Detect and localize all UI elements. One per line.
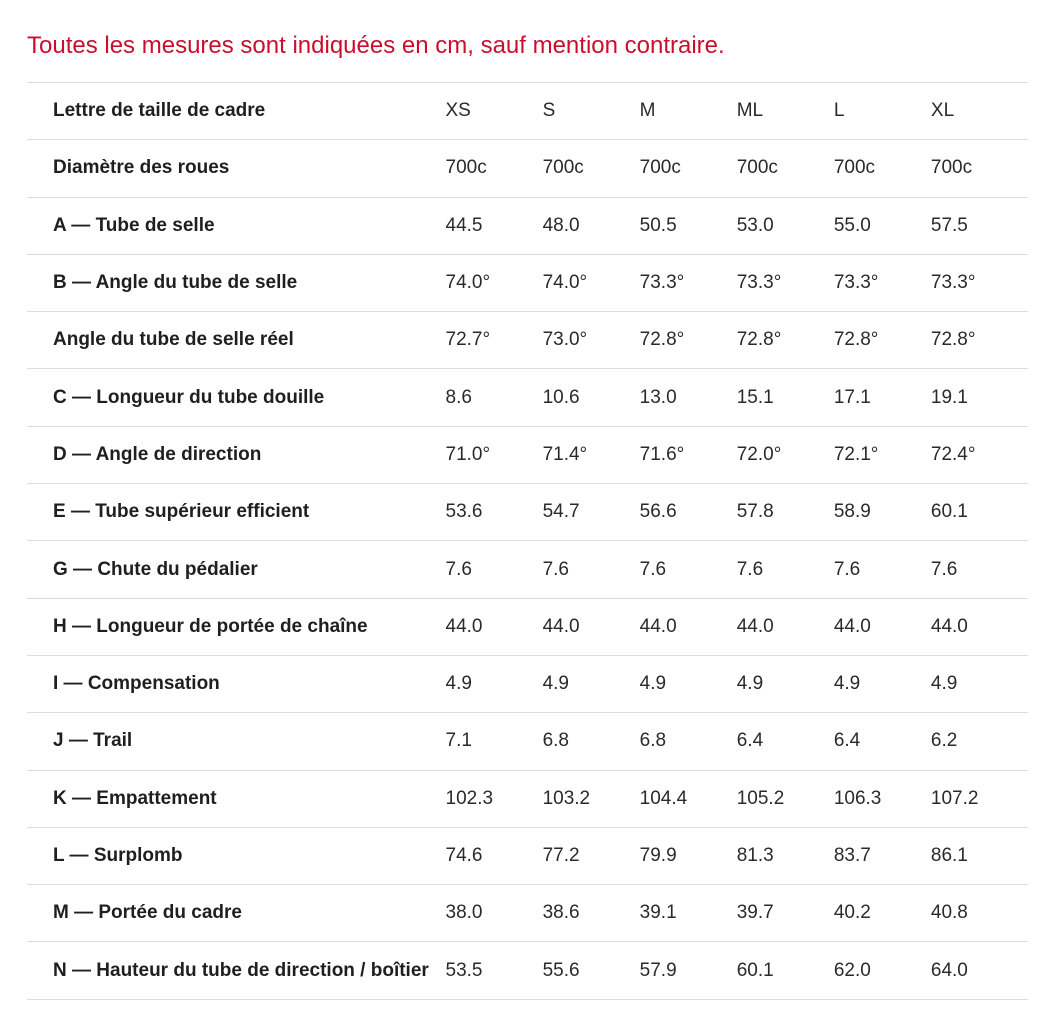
- table-cell: 72.4°: [930, 443, 976, 465]
- table-cell: 40.8: [930, 902, 968, 924]
- table-cell: 38.6: [542, 902, 580, 924]
- row-label: D — Angle de direction: [53, 443, 262, 465]
- table-cell: 44.0: [930, 615, 968, 637]
- table-row: [27, 426, 1028, 483]
- size-column-header: S: [542, 100, 556, 122]
- table-cell: 57.9: [639, 959, 677, 981]
- table-cell: 73.3°: [930, 272, 976, 294]
- table-row: [27, 197, 1028, 254]
- table-row: [27, 312, 1028, 369]
- table-cell: 6.8: [639, 730, 667, 752]
- table-cell: 4.9: [833, 673, 861, 695]
- table-cell: 54.7: [542, 501, 580, 523]
- units-note: Toutes les mesures sont indiquées en cm, sauf mention contraire.: [27, 32, 725, 59]
- table-cell: 74.6: [445, 845, 483, 866]
- table-cell: 6.4: [736, 730, 764, 752]
- table-cell: 10.6: [542, 386, 580, 408]
- table-cell: 57.5: [930, 214, 968, 236]
- table-cell: 44.0: [736, 615, 774, 637]
- table-cell: 77.2: [542, 845, 580, 866]
- table-cell: 79.9: [639, 845, 677, 866]
- table-cell: 7.6: [542, 558, 569, 580]
- row-label: H — Longueur de portée de chaîne: [53, 615, 368, 637]
- table-cell: 6.2: [930, 730, 958, 752]
- table-cell: 7.6: [833, 558, 861, 580]
- table-cell: 64.0: [930, 959, 968, 981]
- table-cell: 55.6: [542, 959, 580, 981]
- table-row: [27, 598, 1028, 655]
- table-cell: 4.9: [930, 673, 958, 695]
- table-row: [27, 770, 1028, 827]
- table-cell: 48.0: [542, 214, 580, 236]
- table-cell: 103.2: [542, 787, 591, 809]
- table-cell: 72.0°: [736, 443, 782, 465]
- table-cell: 62.0: [833, 959, 871, 981]
- table-cell: 700c: [833, 157, 876, 179]
- size-column-header: L: [833, 100, 845, 122]
- row-label: Angle du tube de selle réel: [53, 329, 294, 351]
- table-cell: 50.5: [639, 214, 677, 236]
- size-header-row: [27, 83, 1028, 140]
- table-cell: 72.8°: [930, 329, 976, 351]
- table-cell: 72.1°: [833, 443, 879, 465]
- table-cell: 73.3°: [639, 272, 685, 294]
- table-cell: 71.0°: [445, 443, 491, 465]
- table-cell: 105.2: [736, 787, 785, 809]
- table-cell: 38.0: [445, 902, 483, 924]
- row-label: M — Portée du cadre: [53, 902, 242, 924]
- row-label: C — Longueur du tube douille: [53, 386, 325, 408]
- table-cell: 700c: [736, 157, 778, 179]
- table-cell: 73.0°: [542, 329, 588, 351]
- table-cell: 106.3: [833, 787, 882, 809]
- table-cell: 700c: [930, 157, 973, 179]
- size-column-header: XS: [445, 100, 471, 122]
- table-cell: 107.2: [930, 787, 979, 809]
- table-cell: 7.1: [445, 730, 472, 752]
- table-cell: 86.1: [930, 845, 968, 866]
- table-cell: 39.1: [639, 902, 677, 924]
- table-cell: 57.8: [736, 501, 774, 523]
- table-cell: 700c: [445, 157, 487, 179]
- table-row: [27, 369, 1028, 426]
- table-cell: 83.7: [833, 845, 871, 866]
- table-cell: 8.6: [445, 386, 472, 408]
- table-cell: 72.8°: [833, 329, 879, 351]
- table-cell: 73.3°: [736, 272, 782, 294]
- table-row: [27, 655, 1028, 712]
- table-cell: 74.0°: [542, 272, 588, 294]
- table-cell: 71.6°: [639, 443, 685, 465]
- table-cell: 58.9: [833, 501, 871, 523]
- table-cell: 4.9: [445, 673, 472, 695]
- table-row: [27, 713, 1028, 770]
- row-label: I — Compensation: [53, 673, 220, 695]
- table-cell: 44.0: [833, 615, 871, 637]
- table-cell: 56.6: [639, 501, 677, 523]
- table-cell: 7.6: [639, 558, 667, 580]
- row-label: A — Tube de selle: [53, 214, 215, 236]
- table-row: [27, 254, 1028, 311]
- table-row: [27, 484, 1028, 541]
- table-cell: 6.4: [833, 730, 861, 752]
- geometry-table: [27, 82, 1028, 1000]
- table-cell: 73.3°: [833, 272, 879, 294]
- table-cell: 44.0: [542, 615, 580, 637]
- row-label: K — Empattement: [53, 787, 217, 809]
- table-row: [27, 140, 1028, 197]
- table-cell: 104.4: [639, 787, 688, 809]
- table-cell: 72.8°: [736, 329, 782, 351]
- table-row: [27, 942, 1028, 999]
- table-cell: 4.9: [542, 673, 569, 695]
- table-cell: 7.6: [930, 558, 958, 580]
- table-cell: 17.1: [833, 386, 871, 408]
- size-column-header: XL: [930, 100, 955, 122]
- table-row: [27, 827, 1028, 884]
- table-cell: 53.5: [445, 959, 483, 981]
- table-cell: 102.3: [445, 787, 494, 809]
- row-label: E — Tube supérieur efficient: [53, 501, 310, 523]
- table-cell: 74.0°: [445, 272, 491, 294]
- row-label: Lettre de taille de cadre: [53, 100, 266, 122]
- row-label: N — Hauteur du tube de direction / boîtier: [53, 959, 429, 981]
- table-cell: 39.7: [736, 902, 774, 924]
- table-cell: 7.6: [736, 558, 764, 580]
- table-row: [27, 541, 1028, 598]
- row-label: Diamètre des roues: [53, 157, 230, 179]
- table-cell: 7.6: [445, 558, 472, 580]
- table-cell: 44.0: [445, 615, 483, 637]
- table-cell: 81.3: [736, 845, 774, 866]
- row-label: G — Chute du pédalier: [53, 558, 258, 580]
- table-cell: 44.0: [639, 615, 677, 637]
- row-label: B — Angle du tube de selle: [53, 272, 298, 294]
- table-cell: 44.5: [445, 214, 483, 236]
- table-cell: 13.0: [639, 386, 677, 408]
- table-cell: 4.9: [736, 673, 764, 695]
- table-cell: 19.1: [930, 386, 968, 408]
- table-cell: 6.8: [542, 730, 569, 752]
- table-cell: 15.1: [736, 386, 774, 408]
- table-cell: 60.1: [930, 501, 968, 523]
- table-cell: 72.8°: [639, 329, 685, 351]
- table-cell: 4.9: [639, 673, 667, 695]
- table-cell: 53.0: [736, 214, 774, 236]
- row-label: L — Surplomb: [53, 845, 183, 866]
- row-label: J — Trail: [53, 730, 133, 752]
- table-cell: 700c: [639, 157, 681, 179]
- size-column-header: ML: [736, 100, 764, 122]
- table-cell: 71.4°: [542, 443, 588, 465]
- table-cell: 53.6: [445, 501, 483, 523]
- table-cell: 72.7°: [445, 329, 491, 351]
- table-cell: 700c: [542, 157, 584, 179]
- table-cell: 60.1: [736, 959, 774, 981]
- table-cell: 55.0: [833, 214, 871, 236]
- table-row: [27, 885, 1028, 942]
- table-cell: 40.2: [833, 902, 871, 924]
- size-column-header: M: [639, 100, 656, 122]
